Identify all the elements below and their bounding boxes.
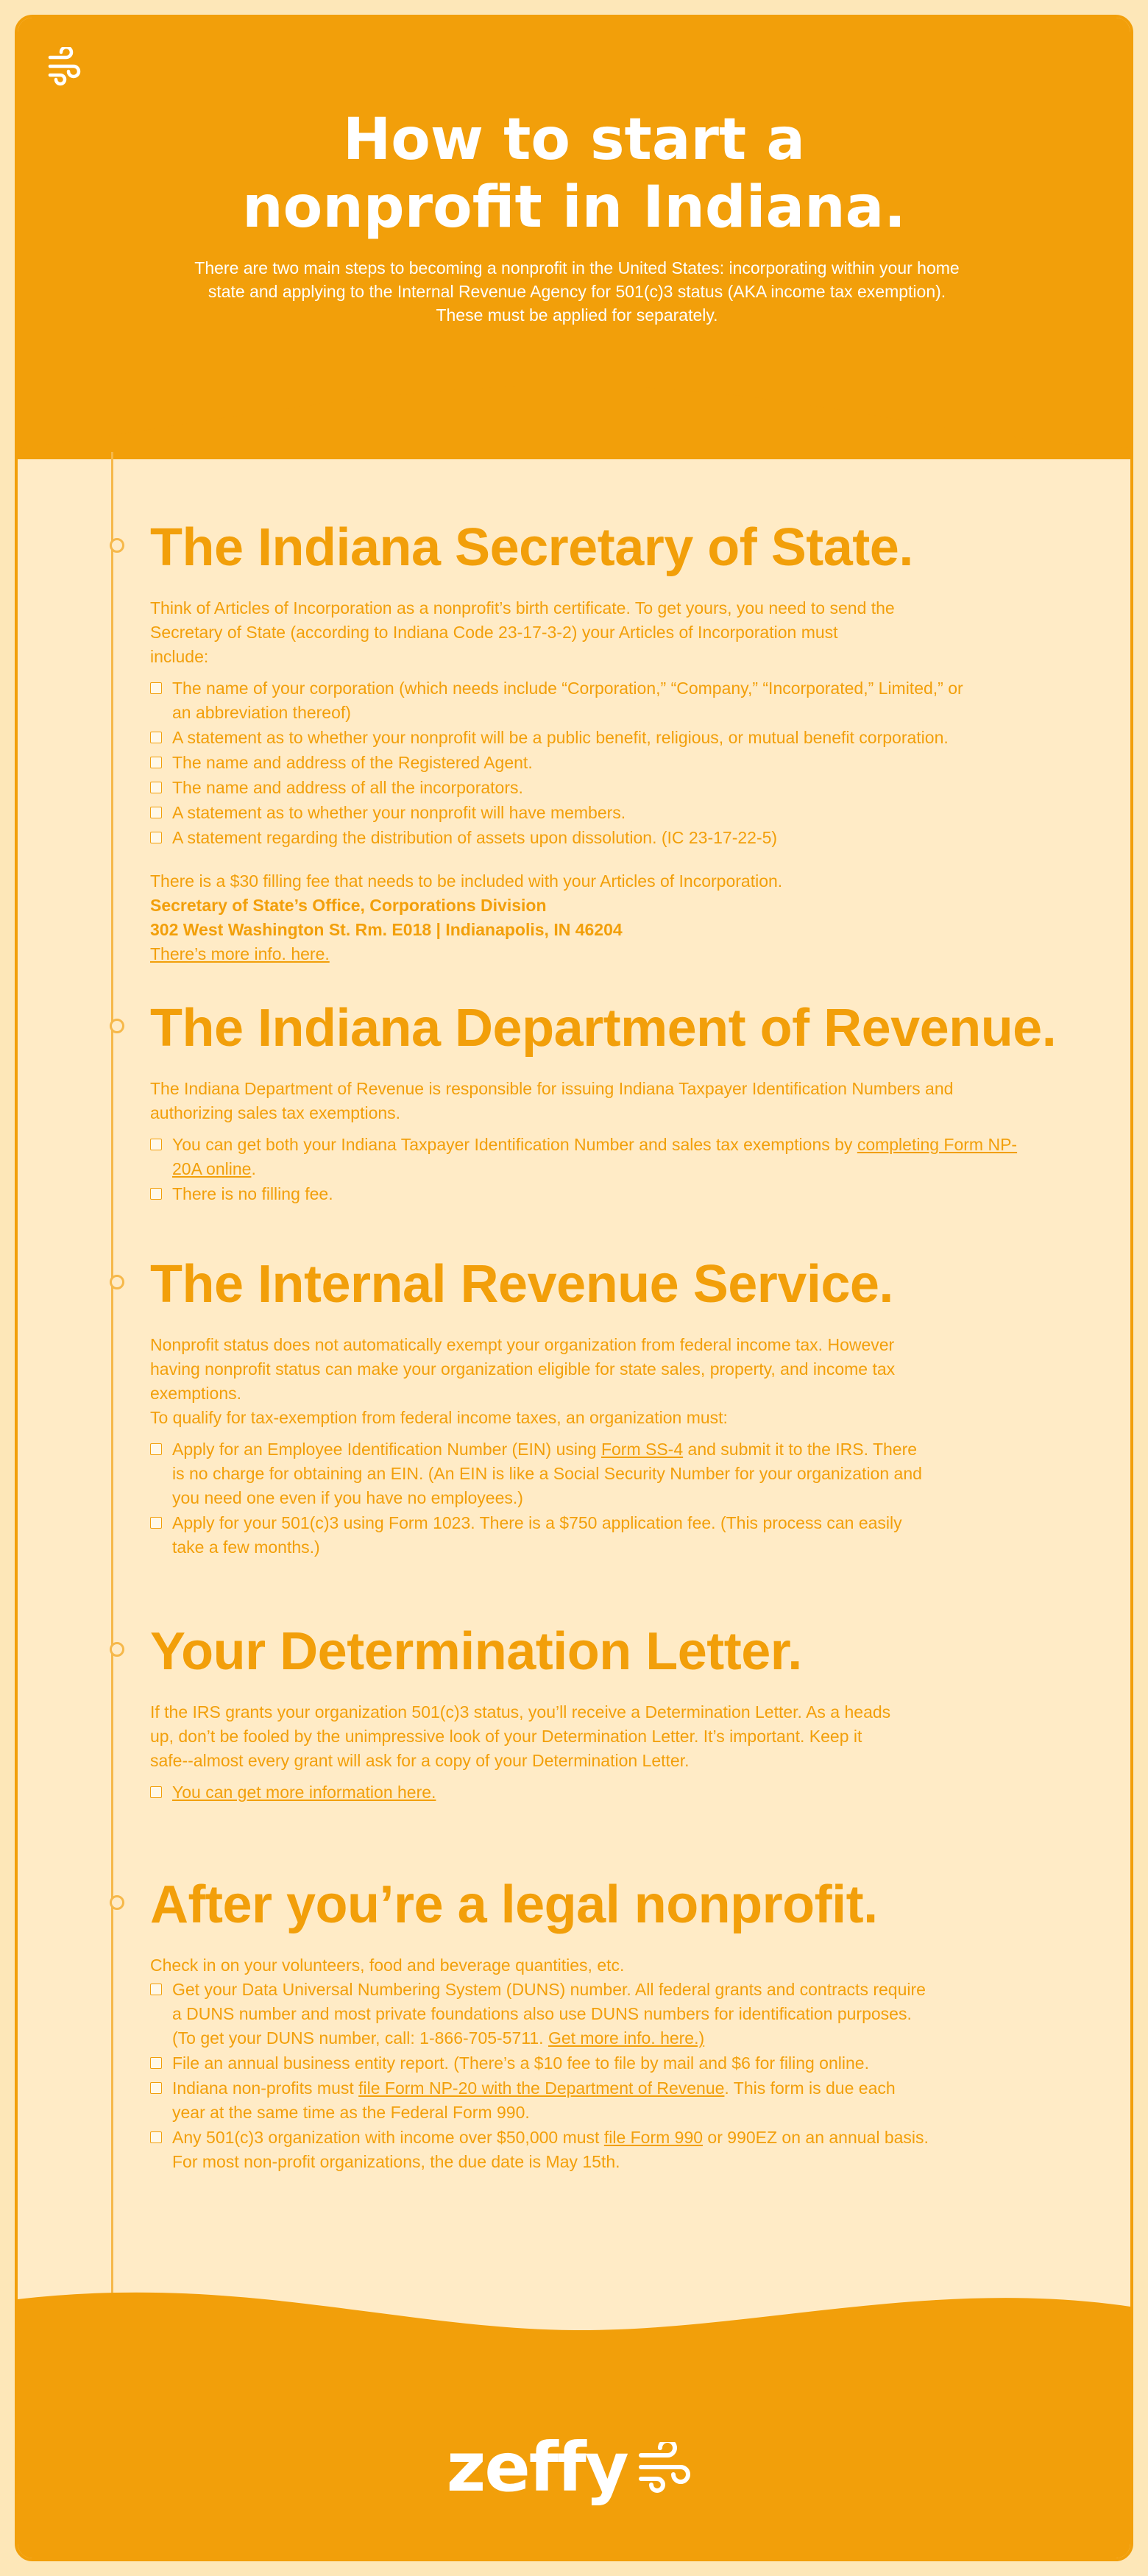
section-secretary-of-state xyxy=(150,518,1107,966)
timeline-dot xyxy=(110,1642,124,1657)
form-np20a-link[interactable]: completing Form NP-20A online xyxy=(172,1135,1018,1178)
checkbox-icon xyxy=(150,2057,162,2069)
list-item: A statement as to whether your nonprofit will be a public benefit, religious, or mutual benefit corporation. xyxy=(150,726,1107,750)
section-determination-letter xyxy=(150,1622,1107,1805)
list-item: The name of your corporation (which needs include “Corporation,” “Company,” “Incorporated,” Limited,” or an abbreviation thereof) xyxy=(150,676,967,725)
section-paragraph: Check in on your volunteers, food and beverage quantities, etc. xyxy=(150,1956,625,1975)
list-item: You can get both your Indiana Taxpayer Identification Number and sales tax exemptions by completing Form NP-20A online. xyxy=(150,1133,1041,1181)
list-item xyxy=(150,1780,1107,1805)
checkbox-icon xyxy=(150,1188,162,1200)
section-heading: After you’re a legal nonprofit. xyxy=(150,1875,878,1934)
title-line-2: nonprofit in Indiana. xyxy=(242,174,906,241)
footer-brand xyxy=(18,2428,1130,2507)
timeline-dot xyxy=(110,538,124,553)
section-paragraph: If the IRS grants your organization 501(c)3 status, you’ll receive a Determination Letter. As a heads up, don’t be fooled by the unimpressive look of your Determination Letter. It’s important. Keep it safe--almost every grant will ask for a copy of your Determination Letter. xyxy=(150,1702,891,1770)
form-ss4-link[interactable]: Form SS-4 xyxy=(600,1440,684,1459)
wind-swirl-icon xyxy=(44,47,88,91)
list-item: The name and address of all the incorporators. xyxy=(150,776,1107,800)
filing-fee-text: There is a $30 filling fee that needs to be included with your Articles of Incorporation. xyxy=(150,871,783,891)
checklist xyxy=(150,1133,1107,1206)
list-item: File an annual business entity report. (There’s a $10 fee to file by mail and $6 for filing online. xyxy=(150,2051,930,2076)
list-item: Any 501(c)3 organization with income over $50,000 must file Form 990 or 990EZ on an annual basis. For most non-profit organizations, the due date is May 15th. xyxy=(150,2126,930,2174)
checkbox-icon xyxy=(150,1139,162,1150)
section-paragraph: The Indiana Department of Revenue is responsible for issuing Indiana Taxpayer Identification Numbers and authorizing sales tax exemptions. xyxy=(150,1079,954,1122)
wind-swirl-icon xyxy=(635,2442,701,2494)
duns-info-link[interactable]: Get more info. here.) xyxy=(548,2028,705,2048)
list-item: Get your Data Universal Numbering System (DUNS) number. All federal grants and contracts require a DUNS number and most private foundations also use DUNS numbers for identification purposes. (To get your DUNS number, call: 1-866-705-5711. Get more info. here.) xyxy=(150,1978,930,2050)
infographic-frame xyxy=(15,15,1133,2561)
checkbox-icon xyxy=(150,832,162,843)
checkbox-icon xyxy=(150,1517,162,1529)
footer-wave xyxy=(18,2285,1130,2561)
checkbox-icon xyxy=(150,1984,162,1995)
timeline-dot xyxy=(110,1895,124,1910)
section-department-of-revenue xyxy=(150,999,1107,1207)
more-information-link[interactable]: You can get more information here. xyxy=(172,1783,436,1802)
section-paragraph-2: To qualify for tax-exemption from federal income taxes, an organization must: xyxy=(150,1408,728,1427)
checkbox-icon xyxy=(150,732,162,743)
section-heading: The Internal Revenue Service. xyxy=(150,1255,893,1314)
section-paragraph: Think of Articles of Incorporation as a nonprofit’s birth certificate. To get yours, you need to send the Secretary of State (according to Indiana Code 23-17-3-2) your Articles of Incorporation must include: xyxy=(150,598,895,666)
intro-text: There are two main steps to becoming a nonprofit in the United States: incorporating within your home state and applying to the Internal Revenue Agency for 501(c)3 status (AKA income tax exemption). These must be applied for separately. xyxy=(194,258,960,325)
office-name: Secretary of State’s Office, Corporations Division xyxy=(150,896,547,915)
timeline-dot xyxy=(110,1275,124,1289)
list-item: Apply for your 501(c)3 using Form 1023. There is a $750 application fee. (This process can easily take a few months.) xyxy=(150,1511,930,1560)
checklist xyxy=(150,1978,930,2174)
list-item: A statement regarding the distribution of assets upon dissolution. (IC 23-17-22-5) xyxy=(150,826,1107,850)
section-heading: Your Determination Letter. xyxy=(150,1622,802,1681)
checkbox-icon xyxy=(150,1786,162,1798)
form-990-link[interactable]: file Form 990 xyxy=(603,2128,704,2147)
section-paragraph: Nonprofit status does not automatically exempt your organization from federal income tax. However having nonprofit status can make your organization eligible for state sales, property, and income tax exemptions. xyxy=(150,1335,896,1403)
checkbox-icon xyxy=(150,2082,162,2094)
title-line-1: How to start a xyxy=(343,107,805,173)
timeline-dot xyxy=(110,1019,124,1033)
list-item: The name and address of the Registered Agent. xyxy=(150,751,1107,775)
more-info-link[interactable]: There’s more info. here. xyxy=(150,944,330,963)
checkbox-icon xyxy=(150,757,162,768)
checkbox-icon xyxy=(150,1443,162,1455)
section-after-legal xyxy=(150,1875,1107,2175)
checklist xyxy=(150,1437,930,1560)
section-heading: The Indiana Secretary of State. xyxy=(150,518,913,577)
section-irs xyxy=(150,1255,1107,1560)
list-item: Apply for an Employee Identification Number (EIN) using Form SS-4 and submit it to the IRS. There is no charge for obtaining an EIN. (An EIN is like a Social Security Number for your organization and you need one even if you have no employees.) xyxy=(150,1437,930,1510)
checkbox-icon xyxy=(150,782,162,793)
checklist xyxy=(150,1780,1107,1805)
list-item: There is no filling fee. xyxy=(150,1182,1107,1206)
timeline-line xyxy=(111,452,113,2321)
list-item: Indiana non-profits must file Form NP-20 with the Department of Revenue. This form is due each year at the same time as the Federal Form 990. xyxy=(150,2076,930,2125)
checkbox-icon xyxy=(150,807,162,818)
form-np20-link[interactable]: file Form NP-20 with the Department of Revenue xyxy=(358,2078,725,2098)
page-title xyxy=(18,106,1130,241)
checkbox-icon xyxy=(150,682,162,694)
filing-info xyxy=(150,869,1107,966)
checklist xyxy=(150,676,1107,850)
section-heading: The Indiana Department of Revenue. xyxy=(150,999,1057,1058)
hero-wave-divider xyxy=(18,364,1130,467)
checkbox-icon xyxy=(150,2131,162,2143)
list-item: A statement as to whether your nonprofit will have members. xyxy=(150,801,1107,825)
brand-logo-text: zeffy xyxy=(446,2428,628,2507)
office-address: 302 West Washington St. Rm. E018 | Indianapolis, IN 46204 xyxy=(150,920,623,939)
